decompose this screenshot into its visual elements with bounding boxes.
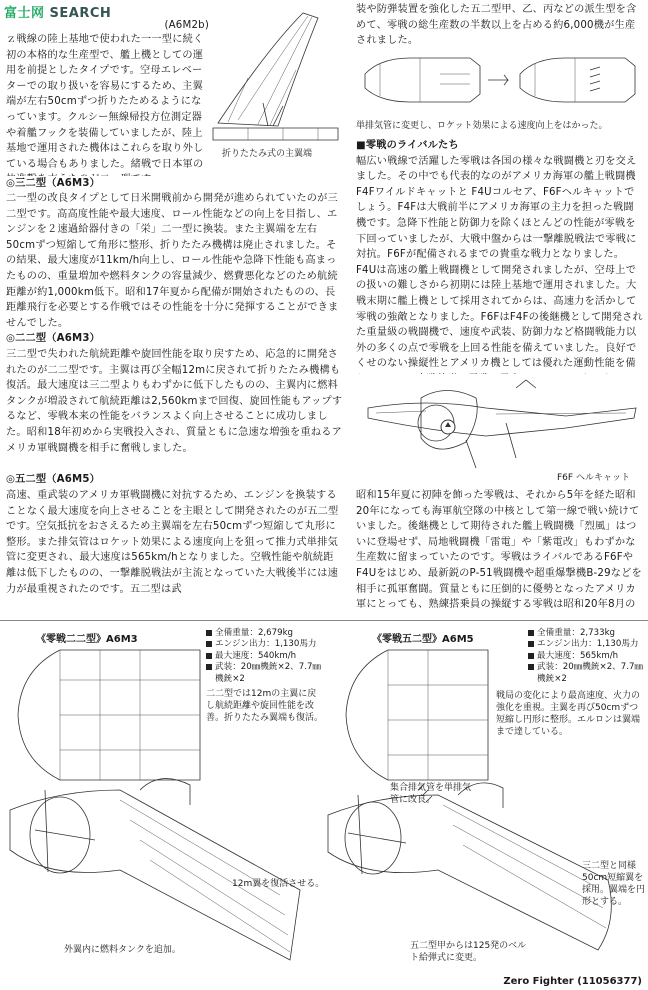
panel-left-note1: 二二型では12mの主翼に戻し航続距離や旋回性能を改善。折りたたみ翼端も復活。: [206, 689, 324, 723]
left-col-wrap: [6, 32, 206, 176]
panel-left-note2: 12m翼を復活させる。: [232, 879, 325, 889]
panel-left-note3: 外翼内に燃料タンクを追加。: [64, 945, 181, 955]
panel-right-note1: 戦局の変化により最高速度、火力の強化を重視。主翼を再び50cmずつ短縮し円形に整形。エルロンは翼端まで達している。: [496, 691, 641, 737]
wingfold-illustration: [208, 8, 348, 158]
paragraph-21-type: ｚ戦線の陸上基地で使われた一一型に続く初の本格的な生産型で、艦上機としての運用を前提としたタイプです。空母エレベーターでの取り扱いを容易にするため、主翼端が左右50cmずつ折りたためるようになっています。クルシー無線帰投方位測定器や着艦フックを装備していましたが、陸上基地で運用された機体はこれらを取り外している場合もありました。緒戦で日本軍の: [6, 34, 204, 170]
panel-left-title: 《零戦二二型》A6M3: [36, 634, 138, 645]
spec-row: 武装：20㎜機銃×2、7.7㎜機銃×2: [528, 662, 646, 685]
heading-32-type: ◎三二型（A6M3）: [6, 178, 101, 189]
heading-22-type: ◎二二型（A6M3）: [6, 333, 101, 344]
footer-label: Zero Fighter (11056377): [503, 976, 642, 987]
spec-row: エンジン出力：1,130馬力: [206, 639, 326, 650]
exhaust-caption: 単排気管に変更し、ロケット効果による速度向上をはかった。: [356, 121, 608, 131]
exhaust-comparison-illustration: [360, 44, 640, 120]
watermark-logo: 富士网: [4, 6, 45, 21]
heading-52-type: ◎五二型（A6M5）: [6, 474, 101, 485]
paragraph-final: 昭和15年夏に初陣を飾った零戦は、それから5年を経た昭和20年になっても海軍航空隊の中核として第一線で戦い続けていました。後継機として期待された艦上戦闘機「烈風」はついに登場せず、局地戦闘機「雷電」や「紫電改」もわずかな生産数に留まっていたのです。零戦はライバルであるF6FやF4Uをはじめ、最新鋭のP-51戦闘機や超重爆撃機B-29などを相手に孤軍奮闘。質量ともに圧倒的に優勢となったアメリカ軍にとっても、熟練搭乗員の操縦する零戦は昭和20年8月の: [356, 490, 642, 611]
section-divider: [0, 620, 648, 621]
left-col-full: [6, 176, 344, 613]
paragraph-32-type: 二一型の改良タイプとして日米開戦前から開発が進められていたのが三二型です。高高度性能や最大速度、ロール性能などの向上を目指し、エンジンを２速過給器付きの「栄」二一型に換装。また主翼端を左右50cmずつ短縮して角形に整形、折りたたみ機構は廃止されました。その結果、最大速度が11km/h向上し、ロール性能や急降下性能も高まったものの、重量増加や燃料タンクの容量減少、燃費悪化などのため航続距離が約1,000km低下。昭和17年夏から配備が開始されたものの、長距離飛行を必要とする作戦ではその性能を十分に発揮することができませんでした。: [6, 193, 339, 329]
paragraph-22-type: 三二型で失われた航続距離や旋回性能を取り戻すため、応急的に開発されたのが二二型です。主翼は再び全幅12mに戻されて折りたたみ機構も復活。最大速度は三二型よりもわずかに低下したものの、主翼内に燃料タンクが増設されて航続距離は2,560kmまで回復、旋回性能もアップするなど、零戦本来の性能をバランスよく向上させることに成功しました。昭和18年初めから実戦投入され、質量ともに急速な増強を重ねるアメリカ軍戦闘機を相手に奮戦しました。: [6, 349, 343, 454]
panel-right-title: 《零戦五二型》A6M5: [372, 634, 474, 645]
spec-row: 全備重量：2,679kg: [206, 628, 326, 639]
bullet-icon: [528, 630, 534, 636]
panel-right-note2: 集合排気管を単排気管に改良。: [390, 783, 472, 805]
heading-rivals: ■零戦のライバルたち: [356, 140, 459, 151]
spec-row: 武装：20㎜機銃×2、7.7㎜機銃×2: [206, 662, 326, 685]
bullet-icon: [206, 630, 212, 636]
a6m5-wing-illustration: [318, 640, 648, 980]
spec-row: 最大速度：540km/h: [206, 651, 326, 662]
wingfold-caption: 折りたたみ式の主翼端: [222, 149, 313, 159]
paragraph-rivals: 幅広い戦線で活躍した零戦は各国の様々な戦闘機と刃を交えました。その中でも代表的なのがアメリカ海軍の艦上戦闘機F4Fワイルドキャットと F4Uコルセア、F6Fヘルキャットでしょう。F4Fは大戦前半にアメリカ海軍の主力を担った戦闘機です。急降下性能と防御力を除くほとんどの性能が零戦を下回っていましたが、大戦中盤からは一撃離脱戦法で零戦に対抗。F6Fが配備されるまでの貴重な戦力となりました。F4Uは高速の艦上戦闘機として開発されましたが、空母上での扱いの難しさから初期には陸上基地で運用されました。大戦末期に艦上機として採用されてからは、高速力を活かして零戦の強敵となりました。F6FはF4Fの後継機として開発された重量級の戦闘機で、速度や武装、防御力など格闘戦能力以外の多くの点で零戦を上回る性能を備えていました。良好でくせのない操縦性とアメリカ機としては優れた運動性能を備: [356, 155, 643, 370]
panel-right-note3: 三二型と同様50cm短縮翼を採用。翼端を円形とする。: [582, 861, 646, 907]
right-col-p0: [356, 2, 644, 46]
intro-code: (A6M2b): [164, 20, 209, 31]
spec-row: 全備重量：2,733kg: [528, 628, 646, 639]
f6f-hellcat-illustration: [366, 378, 642, 478]
hellcat-caption: F6F ヘルキャット: [557, 473, 630, 483]
paragraph-52-variants: 装や防弾装置を強化した五二型甲、乙、丙などの派生型を含めて、零戦の総生産数の半数以上を占める約6,000機が生産されました。: [356, 4, 637, 46]
paragraph-52-type: 高速、重武装のアメリカ軍戦闘機に対抗するため、エンジンを換装することなく最大速度を向上させることを主眼として開発されたのが五二型です。空気抵抗をおさえるため主翼端を左右50cmずつ短縮して丸形に整形。また排気管はロケット効果による速度向上を狙って推力式単排気管に変更され、最大速度は565km/hとなりました。空戦性能や航続距離は低下したものの、一撃離脱戦法が主流となっていた大戦後半には速力が最重視されたのです。五二型は武: [6, 490, 339, 595]
right-col-main: [356, 138, 644, 374]
panel-right-note4: 五二型甲からは125発のベルト給弾式に変更。: [410, 941, 527, 963]
spec-row: 最大速度：565km/h: [528, 651, 646, 662]
spec-row: エンジン出力：1,130馬力: [528, 639, 646, 650]
right-col-end: [356, 488, 644, 612]
watermark-text: SEARCH: [49, 6, 112, 21]
a6m3-wing-illustration: [0, 640, 335, 980]
